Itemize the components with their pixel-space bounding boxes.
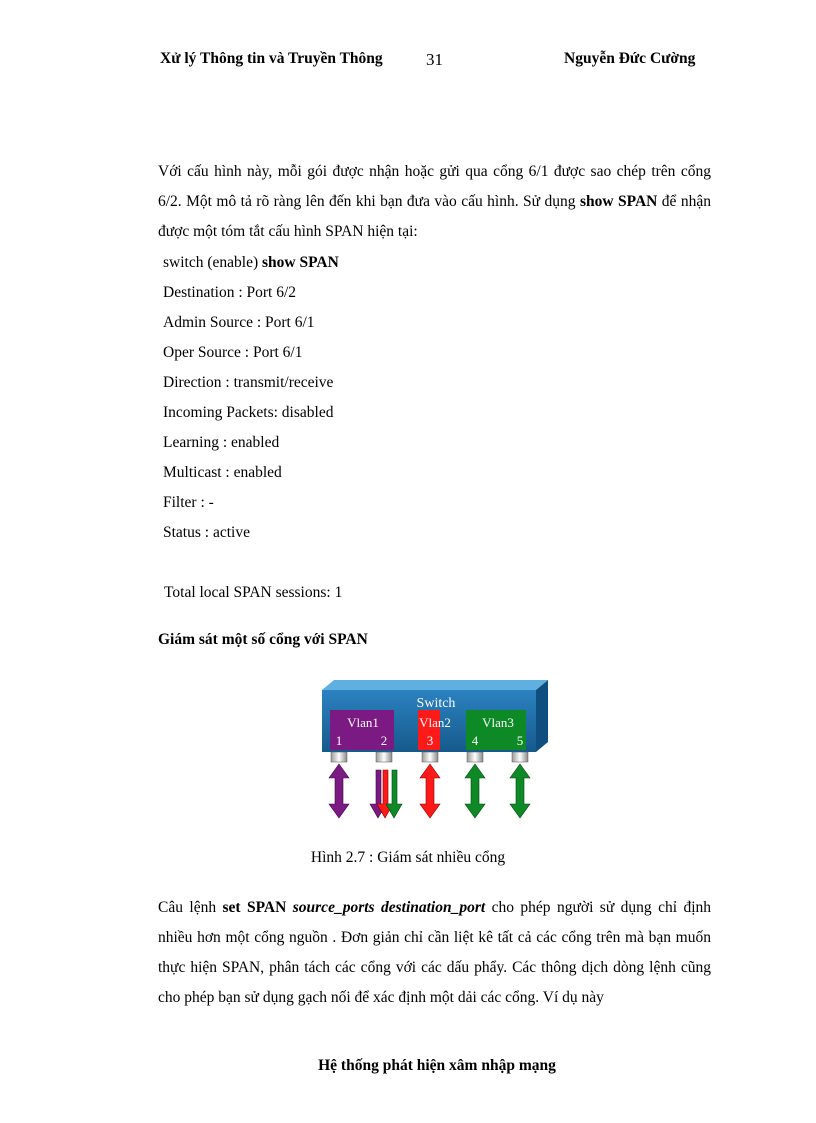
cli-line: Destination : Port 6/2 xyxy=(163,284,297,301)
cli-line: Oper Source : Port 6/1 xyxy=(163,344,303,361)
body-text-1: Câu lệnh xyxy=(158,899,223,916)
port-number: 1 xyxy=(335,733,343,748)
body-paragraph xyxy=(158,893,711,1013)
body-cmd: set SPAN xyxy=(222,899,287,916)
switch-diagram xyxy=(318,678,554,824)
switch-top-face xyxy=(322,680,548,690)
port-number: 4 xyxy=(471,733,479,748)
header-author: Nguyễn Đức Cường xyxy=(564,50,696,67)
cli-prompt: switch (enable) xyxy=(163,254,262,271)
page-number: 31 xyxy=(426,50,443,69)
figure-caption: Hình 2.7 : Giám sát nhiều cổng xyxy=(310,849,506,866)
vlan2-label: Vlan2 xyxy=(419,715,451,730)
cli-command: show SPAN xyxy=(262,254,339,271)
section-heading: Giám sát một số cổng với SPAN xyxy=(158,631,368,648)
intro-cmd-show: show xyxy=(579,193,614,210)
cli-line: Admin Source : Port 6/1 xyxy=(163,314,315,331)
port5-arrow-icon xyxy=(510,764,530,818)
cli-line: Status : active xyxy=(163,524,250,541)
intro-text-1: Với cấu hình này, mỗi gói được nhận hoặc gửi qua cổng 6/1 được sao chép trên cổng 6/2. Một mô tả rõ ràng lên đến khi bạn đưa vào cấu hình. Sử dụng xyxy=(158,163,711,210)
cli-line: Multicast : enabled xyxy=(163,464,282,481)
intro-text-2: để nhận được một tóm tắt cấu hình SPAN hiện tại: xyxy=(158,193,712,240)
port-connector xyxy=(422,752,438,762)
vlan3-label: Vlan3 xyxy=(482,715,514,730)
body-text-2: cho phép người sử dụng chỉ định nhiều hơn một cổng nguồn . Đơn giản chỉ cần liệt kê tất cả các cổng trên mà bạn muốn thực hiện SPAN, phân tách các cổng với các dấu phẩy. Các thông dịch dòng lệnh cũng cho phép bạn sử dụng gạch nối để xác định một dải các cổng. Ví dụ này xyxy=(158,899,711,1006)
port1-arrow-icon xyxy=(329,764,349,818)
switch-side-face xyxy=(536,680,548,752)
intro-paragraph xyxy=(158,157,711,247)
footer-title: Hệ thống phát hiện xâm nhập mạng xyxy=(318,1057,556,1074)
port-number: 5 xyxy=(516,733,524,748)
cli-line: Filter : - xyxy=(163,494,214,511)
port-connector xyxy=(512,752,528,762)
cli-line: Direction : transmit/receive xyxy=(163,374,334,391)
port-connector xyxy=(331,752,347,762)
switch-label: Switch xyxy=(416,696,456,711)
port2-arrows-icon xyxy=(370,770,402,818)
port4-arrow-icon xyxy=(465,764,485,818)
port3-arrow-icon xyxy=(420,764,440,818)
port-connector xyxy=(467,752,483,762)
cli-prompt-line xyxy=(163,254,339,272)
body-args: source_ports destination_port xyxy=(292,899,486,916)
intro-cmd-span: SPAN xyxy=(618,193,658,210)
header-left-title: Xử lý Thông tin và Truyền Thông xyxy=(160,50,383,67)
cli-total-sessions: Total local SPAN sessions: 1 xyxy=(164,584,343,601)
cli-line: Learning : enabled xyxy=(163,434,280,451)
vlan1-label: Vlan1 xyxy=(347,715,379,730)
port-number: 3 xyxy=(426,733,434,748)
port-number: 2 xyxy=(380,733,388,748)
cli-line: Incoming Packets: disabled xyxy=(163,404,334,421)
port-connector xyxy=(376,752,392,762)
